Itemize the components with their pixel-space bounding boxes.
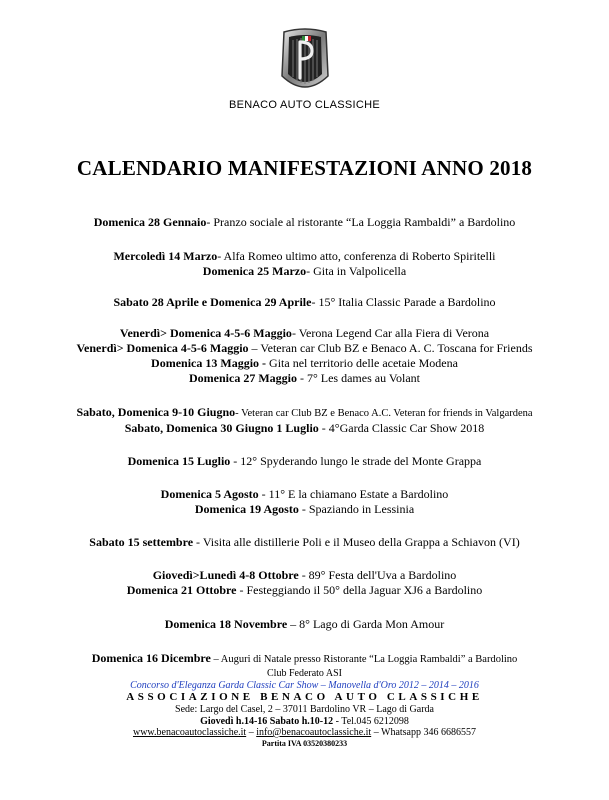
event-date: Domenica 28 Gennaio bbox=[93, 215, 207, 229]
event-date: Sabato, Domenica 30 Giugno 1 Luglio bbox=[124, 421, 319, 435]
event-date: Domenica 13 Maggio - bbox=[151, 356, 267, 370]
event-date: Sabato 15 settembre bbox=[89, 535, 194, 549]
event-date: Venerdì> Domenica 4-5-6 Maggio bbox=[76, 341, 249, 355]
footer-hours-line bbox=[0, 716, 609, 728]
event-line bbox=[0, 405, 609, 421]
event-description: - Visita alle distillerie Poli e il Museo della Grappa a Schiavon (VI) bbox=[193, 535, 520, 549]
event-line bbox=[0, 651, 609, 667]
event-line bbox=[0, 264, 609, 279]
event-date: Giovedì>Lunedì 4-8 Ottobre bbox=[152, 568, 299, 582]
event-description: – Auguri di Natale presso Ristorante “La Loggia Rambaldi” a Bardolino bbox=[210, 654, 518, 665]
footer bbox=[0, 668, 609, 749]
event-group-dicembre bbox=[0, 651, 609, 667]
event-date: Domenica 5 Agosto bbox=[160, 487, 259, 501]
event-date: Domenica 21 Ottobre bbox=[126, 583, 237, 597]
event-date: Sabato, Domenica 9-10 Giugno bbox=[76, 405, 236, 419]
email-link[interactable]: info@benacoautoclassiche.it bbox=[256, 727, 372, 738]
event-description: - Festeggiando il 50° della Jaguar XJ6 a Bardolino bbox=[236, 583, 483, 597]
event-date: Venerdì> Domenica 4-5-6 Maggio bbox=[119, 326, 292, 340]
event-date: Domenica 15 Luglio bbox=[127, 454, 231, 468]
event-line bbox=[0, 341, 609, 356]
event-line bbox=[0, 215, 609, 230]
event-group-marzo bbox=[0, 249, 609, 279]
event-line bbox=[0, 535, 609, 550]
event-description: - Alfa Romeo ultimo atto, conferenza di Roberto Spiritelli bbox=[217, 249, 496, 263]
footer-separator: – bbox=[246, 727, 257, 738]
event-description: - Verona Legend Car alla Fiera di Verona bbox=[291, 326, 490, 340]
footer-address: Sede: Largo del Casel, 2 – 37011 Bardolino VR – Lago di Garda bbox=[175, 704, 434, 715]
event-group-settembre bbox=[0, 535, 609, 550]
event-description: – Veteran car Club BZ e Benaco A. C. Toscana for Friends bbox=[248, 341, 533, 355]
event-line bbox=[0, 617, 609, 632]
event-group-ottobre bbox=[0, 568, 609, 598]
event-description: - Gita in Valpolicella bbox=[306, 264, 407, 278]
event-line bbox=[0, 295, 609, 310]
event-line bbox=[0, 502, 609, 517]
website-link[interactable]: www.benacoautoclassiche.it bbox=[132, 727, 247, 738]
benaco-grille-logo-icon bbox=[276, 28, 334, 96]
footer-club: Club Federato ASI bbox=[267, 668, 342, 679]
event-description: - 4°Garda Classic Car Show 2018 bbox=[318, 421, 485, 435]
footer-whatsapp: – Whatsapp 346 6686557 bbox=[371, 727, 476, 738]
event-line bbox=[0, 421, 609, 436]
event-group-novembre bbox=[0, 617, 609, 632]
event-description: - 15° Italia Classic Parade a Bardolino bbox=[311, 295, 496, 309]
event-line bbox=[0, 568, 609, 583]
event-date: Domenica 18 Novembre bbox=[164, 617, 288, 631]
event-description: - 7° Les dames au Volant bbox=[296, 371, 420, 385]
event-group-maggio bbox=[0, 326, 609, 386]
event-description: Gita nel territorio delle acetaie Modena bbox=[266, 356, 458, 370]
event-line bbox=[0, 326, 609, 341]
event-group-giugno bbox=[0, 405, 609, 436]
event-line bbox=[0, 371, 609, 386]
event-group-agosto bbox=[0, 487, 609, 517]
event-date: Sabato 28 Aprile e Domenica 29 Aprile bbox=[113, 295, 312, 309]
event-line bbox=[0, 356, 609, 371]
event-description: - 89° Festa dell'Uva a Bardolino bbox=[298, 568, 457, 582]
event-description: - Veteran car Club BZ e Benaco A.C. Veteran for friends in Valgardena bbox=[235, 408, 533, 419]
event-description: - 11° E la chiamano Estate a Bardolino bbox=[258, 487, 449, 501]
event-line bbox=[0, 454, 609, 469]
event-group-gennaio bbox=[0, 215, 609, 230]
event-date: Domenica 27 Maggio bbox=[189, 371, 297, 385]
footer-vat-number: Partita IVA 03520380233 bbox=[261, 738, 348, 748]
event-date: Domenica 19 Agosto bbox=[194, 502, 299, 516]
event-description: - 12° Spyderando lungo le strade del Monte Grappa bbox=[230, 454, 482, 468]
event-date: Mercoledì 14 Marzo bbox=[113, 249, 218, 263]
brand-name: BENACO AUTO CLASSICHE bbox=[229, 99, 380, 111]
event-line bbox=[0, 583, 609, 598]
event-line bbox=[0, 249, 609, 264]
logo bbox=[0, 28, 609, 96]
event-description: - Pranzo sociale al ristorante “La Loggia Rambaldi” a Bardolino bbox=[206, 215, 516, 229]
footer-hours: Giovedì h.14-16 Sabato h.10-12 bbox=[200, 715, 334, 727]
footer-association-name: ASSOCIAZIONE BENACO AUTO CLASSICHE bbox=[126, 691, 483, 703]
event-date: Domenica 25 Marzo bbox=[202, 264, 307, 278]
event-description: - Spaziando in Lessinia bbox=[298, 502, 415, 516]
event-group-aprile bbox=[0, 295, 609, 310]
event-description: – 8° Lago di Garda Mon Amour bbox=[287, 617, 445, 631]
footer-contacts bbox=[0, 727, 609, 739]
footer-tel: - Tel.045 6212098 bbox=[333, 715, 409, 727]
footer-concorso: Concorso d'Eleganza Garda Classic Car Show – Manovella d'Oro 2012 – 2014 – 2016 bbox=[130, 679, 479, 691]
event-date: Domenica 16 Dicembre bbox=[91, 651, 211, 665]
event-group-luglio bbox=[0, 454, 609, 469]
page-title: CALENDARIO MANIFESTAZIONI ANNO 2018 bbox=[76, 156, 533, 180]
event-line bbox=[0, 487, 609, 502]
events-calendar bbox=[0, 215, 609, 667]
